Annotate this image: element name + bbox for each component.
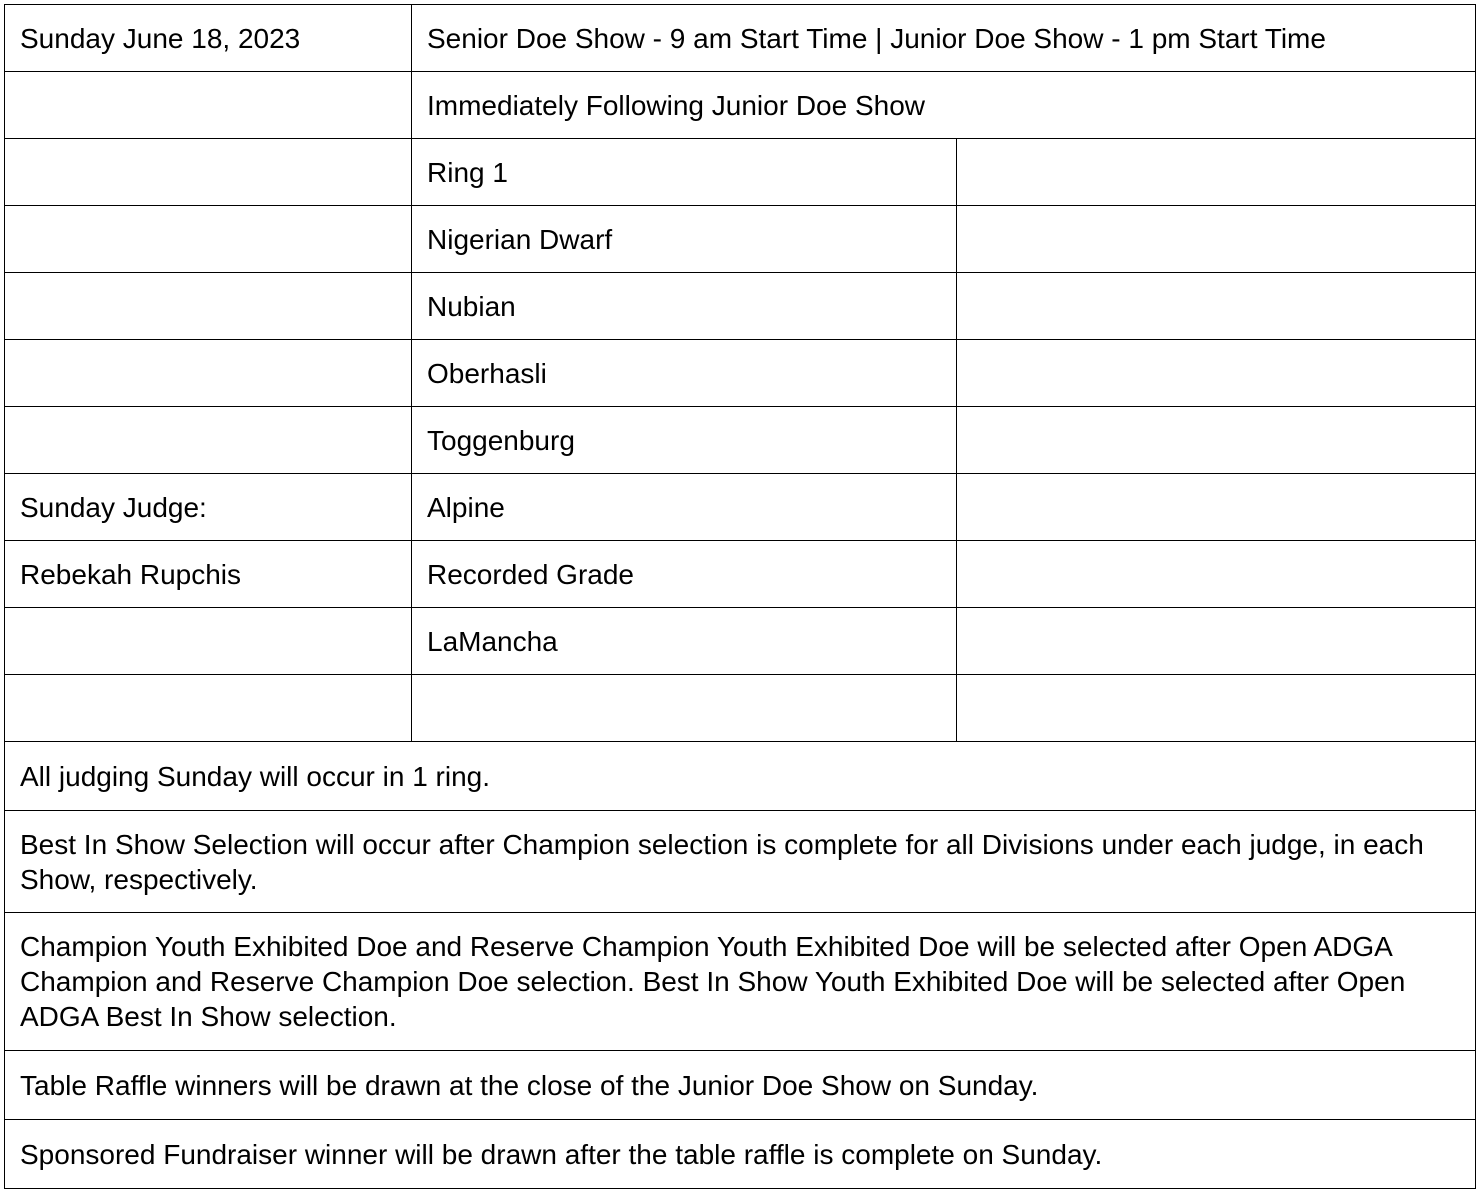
row-left-cell — [5, 407, 412, 474]
subheader-left-cell — [5, 72, 412, 139]
breed-cell: Alpine — [412, 474, 957, 541]
breed-cell: LaMancha — [412, 608, 957, 675]
table-row — [5, 139, 1476, 206]
table-row — [5, 474, 1476, 541]
row-left-cell — [5, 340, 412, 407]
row-left-cell — [5, 139, 412, 206]
table-row — [5, 206, 1476, 273]
note-cell: Champion Youth Exhibited Doe and Reserve Champion Youth Exhibited Doe will be selected after Open ADGA Champion and Reserve Champion Doe selection. Best In Show Youth Exhibited Doe will be selected after Open ADGA Best In Show selection. — [5, 913, 1476, 1051]
note-cell: All judging Sunday will occur in 1 ring. — [5, 742, 1476, 811]
table-row — [5, 675, 1476, 742]
note-row — [5, 1051, 1476, 1120]
breed-cell: Toggenburg — [412, 407, 957, 474]
breed-cell: Nubian — [412, 273, 957, 340]
row-left-cell — [5, 675, 412, 742]
breed-cell — [412, 675, 957, 742]
table-row — [5, 273, 1476, 340]
show-date-cell: Sunday June 18, 2023 — [5, 5, 412, 72]
breed-cell: Oberhasli — [412, 340, 957, 407]
show-schedule-cell: Senior Doe Show - 9 am Start Time | Junior Doe Show - 1 pm Start Time — [412, 5, 1476, 72]
row-right-cell — [957, 206, 1476, 273]
row-left-cell — [5, 608, 412, 675]
breed-cell: Recorded Grade — [412, 541, 957, 608]
row-right-cell — [957, 474, 1476, 541]
note-row — [5, 913, 1476, 1051]
note-row — [5, 1120, 1476, 1189]
judge-name-cell: Rebekah Rupchis — [5, 541, 412, 608]
row-left-cell — [5, 273, 412, 340]
table-row — [5, 340, 1476, 407]
row-right-cell — [957, 407, 1476, 474]
table-row — [5, 608, 1476, 675]
subheader-row — [5, 72, 1476, 139]
row-left-cell — [5, 206, 412, 273]
note-cell: Table Raffle winners will be drawn at the close of the Junior Doe Show on Sunday. — [5, 1051, 1476, 1120]
show-schedule-table — [4, 4, 1476, 1189]
row-right-cell — [957, 608, 1476, 675]
judge-label-cell: Sunday Judge: — [5, 474, 412, 541]
table-row — [5, 541, 1476, 608]
table-row — [5, 407, 1476, 474]
row-right-cell — [957, 139, 1476, 206]
row-right-cell — [957, 541, 1476, 608]
header-row — [5, 5, 1476, 72]
note-cell: Sponsored Fundraiser winner will be drawn after the table raffle is complete on Sunday. — [5, 1120, 1476, 1189]
note-row — [5, 811, 1476, 913]
row-right-cell — [957, 675, 1476, 742]
row-right-cell — [957, 340, 1476, 407]
breed-cell: Nigerian Dwarf — [412, 206, 957, 273]
ring-cell: Ring 1 — [412, 139, 957, 206]
note-row — [5, 742, 1476, 811]
subheader-cell: Immediately Following Junior Doe Show — [412, 72, 1476, 139]
note-cell: Best In Show Selection will occur after Champion selection is complete for all Divisions under each judge, in each Show, respectively. — [5, 811, 1476, 913]
row-right-cell — [957, 273, 1476, 340]
